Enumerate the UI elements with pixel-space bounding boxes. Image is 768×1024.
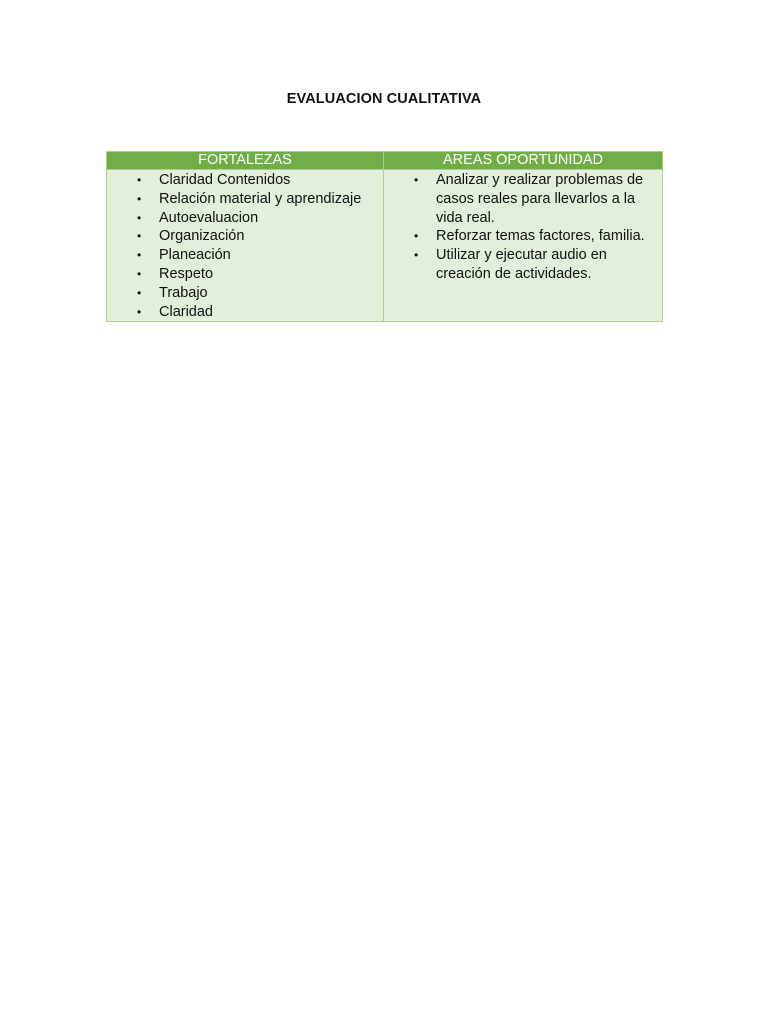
list-item (107, 171, 383, 190)
list-item-text: Analizar y realizar problemas de casos reales para llevarlos a la vida real. (436, 172, 644, 226)
list-item-text: Utilizar y ejecutar audio en creación de actividades. (436, 247, 607, 282)
header-row (107, 152, 663, 170)
list-item (384, 227, 662, 246)
list-item-text: Claridad (159, 303, 213, 320)
list-item (384, 246, 662, 284)
list-item-text: Planeación (159, 247, 231, 264)
list-item-text: Relación material y aprendizaje (159, 190, 362, 207)
header-areas-oportunidad: AREAS OPORTUNIDAD (384, 152, 663, 170)
list-item (107, 284, 383, 303)
list-item (107, 190, 383, 209)
list-item (384, 171, 662, 227)
bullet-icon: • (137, 210, 142, 225)
page-title: EVALUACION CUALITATIVA (286, 91, 482, 107)
list-item-text: Autoevaluacion (159, 209, 259, 226)
list-item-text: Respeto (159, 265, 214, 282)
fortalezas-list (107, 171, 383, 321)
list-item-text: Organización (159, 228, 245, 245)
list-item-text: Trabajo (159, 284, 208, 301)
fortalezas-cell (107, 170, 384, 322)
header-fortalezas: FORTALEZAS (107, 152, 384, 170)
list-item (107, 209, 383, 228)
areas-oportunidad-cell (384, 170, 663, 322)
bullet-icon: • (137, 248, 142, 263)
content-row (107, 170, 663, 322)
bullet-icon: • (137, 304, 142, 319)
bullet-icon: • (137, 229, 142, 244)
list-item-text: Reforzar temas factores, familia. (436, 228, 645, 245)
bullet-icon: • (137, 191, 142, 206)
list-item (107, 265, 383, 284)
evaluation-table (106, 151, 663, 322)
bullet-icon: • (414, 248, 419, 263)
bullet-icon: • (137, 173, 142, 187)
list-item (107, 246, 383, 265)
bullet-icon: • (414, 173, 419, 187)
bullet-icon: • (414, 229, 419, 244)
bullet-icon: • (137, 285, 142, 300)
bullet-icon: • (137, 266, 142, 281)
list-item (107, 227, 383, 246)
list-item-text: Claridad Contenidos (159, 172, 291, 188)
areas-oportunidad-list (384, 171, 662, 284)
list-item (107, 303, 383, 322)
